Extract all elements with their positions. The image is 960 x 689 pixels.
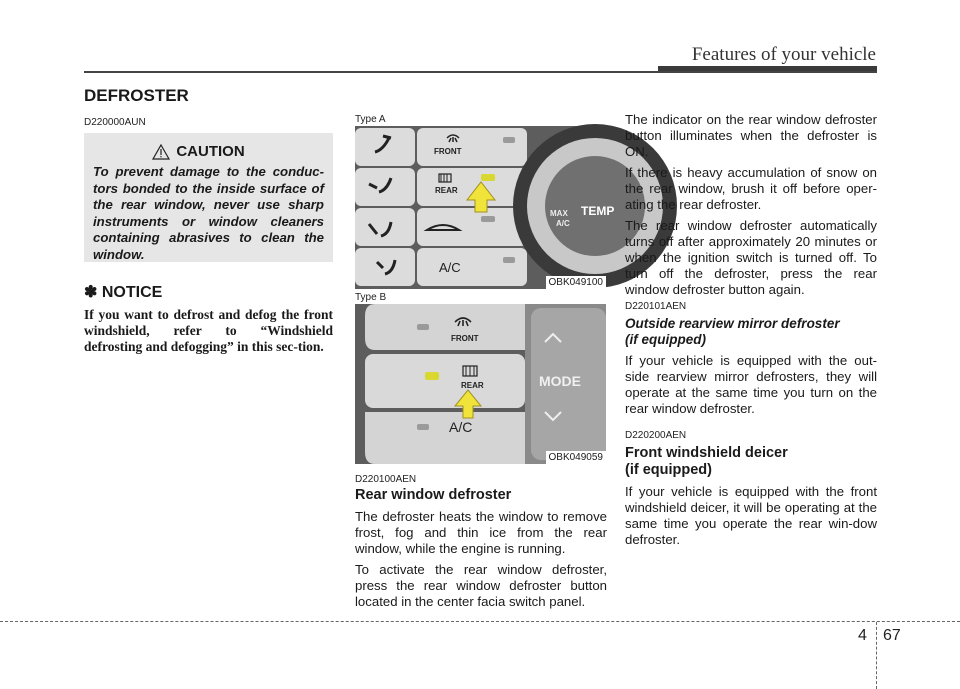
chapter-number: 4 xyxy=(858,627,867,644)
mirror-section xyxy=(625,316,877,422)
chapter-title: Features of your vehicle xyxy=(691,44,876,65)
rear-window-title: Rear window defroster xyxy=(355,487,512,503)
deicer-title-2: (if equipped) xyxy=(625,462,712,478)
max-label: MAX xyxy=(550,209,568,218)
rear-defrost-label: REAR xyxy=(435,186,458,195)
rear-window-section xyxy=(355,487,607,615)
figure-a-label: Type A xyxy=(355,114,386,125)
section-title: DEFROSTER xyxy=(84,86,189,105)
warning-triangle-icon xyxy=(152,144,170,160)
rear-window-p5: The rear window defroster automatically turns off after approximately 20 minutes or when the ignition switch is turned off. To turn off the defroster, press the rear window defroster button again. xyxy=(625,218,877,297)
rear-defrost-label-b: REAR xyxy=(461,381,484,390)
header-rule xyxy=(84,71,877,73)
figure-b-code: OBK049059 xyxy=(546,451,607,464)
notice-body: If you want to defrost and defog the front windshield, refer to “Windshield defrosting and defogging” in this sec-tion. xyxy=(84,307,333,354)
mirror-code: D220101AEN xyxy=(625,301,687,312)
deicer-title-1: Front windshield deicer xyxy=(625,445,788,461)
figure-b-label: Type B xyxy=(355,292,387,303)
rear-window-p1: The defroster heats the window to remove frost, fog and thin ice from the rear window, while the engine is running. xyxy=(355,509,607,556)
rear-window-p4: If there is heavy accumulation of snow on the rear window, brush it off before oper-ating the rear defroster. xyxy=(625,165,877,212)
front-defrost-label-b: FRONT xyxy=(451,334,479,343)
climate-panel-a-illustration xyxy=(355,126,615,289)
deicer-section xyxy=(625,445,877,553)
deicer-body: If your vehicle is equipped with the front windshield deicer, it will be operating at the same time you operate the rear win-dow defroster. xyxy=(625,484,877,547)
figure-type-b xyxy=(355,304,606,464)
rear-window-code: D220100AEN xyxy=(355,474,417,485)
ac-label: A/C xyxy=(439,260,461,275)
figure-type-a xyxy=(355,126,615,289)
notice-title: ✽ NOTICE xyxy=(84,284,163,301)
figure-a-code: OBK049100 xyxy=(546,276,607,289)
ac-label-b: A/C xyxy=(449,419,473,435)
rear-window-continued xyxy=(625,112,877,303)
footer-rule xyxy=(0,621,960,622)
rear-window-p2: To activate the rear window defroster, press the rear window defroster button located in the center facia switch panel. xyxy=(355,562,607,609)
caution-box xyxy=(84,133,333,262)
mode-label: MODE xyxy=(539,373,581,389)
rear-window-p3: The indicator on the rear window defroster button illuminates when the defroster is ON. xyxy=(625,112,877,159)
page-separator xyxy=(876,622,877,689)
section-code: D220000AUN xyxy=(84,117,146,128)
front-defrost-label: FRONT xyxy=(434,147,462,156)
deicer-code: D220200AEN xyxy=(625,430,687,441)
caution-body: To prevent damage to the conduc-tors bonded to the inside surface of the rear window, never use sharp instruments or window cleaners containing abrasives to clean the window. xyxy=(93,164,324,262)
caution-heading xyxy=(73,143,324,160)
caution-title: CAUTION xyxy=(176,143,245,160)
page-number: 67 xyxy=(883,627,901,644)
mirror-title-2: (if equipped) xyxy=(625,332,706,347)
temp-label: TEMP xyxy=(581,204,615,218)
climate-panel-b-illustration xyxy=(355,304,606,464)
max-ac-label: A/C xyxy=(556,219,570,228)
mirror-body: If your vehicle is equipped with the out-side rearview mirror defrosters, they will operate at the same time you turn on the rear window defroster. xyxy=(625,353,877,416)
mirror-title-1: Outside rearview mirror defroster xyxy=(625,316,840,331)
